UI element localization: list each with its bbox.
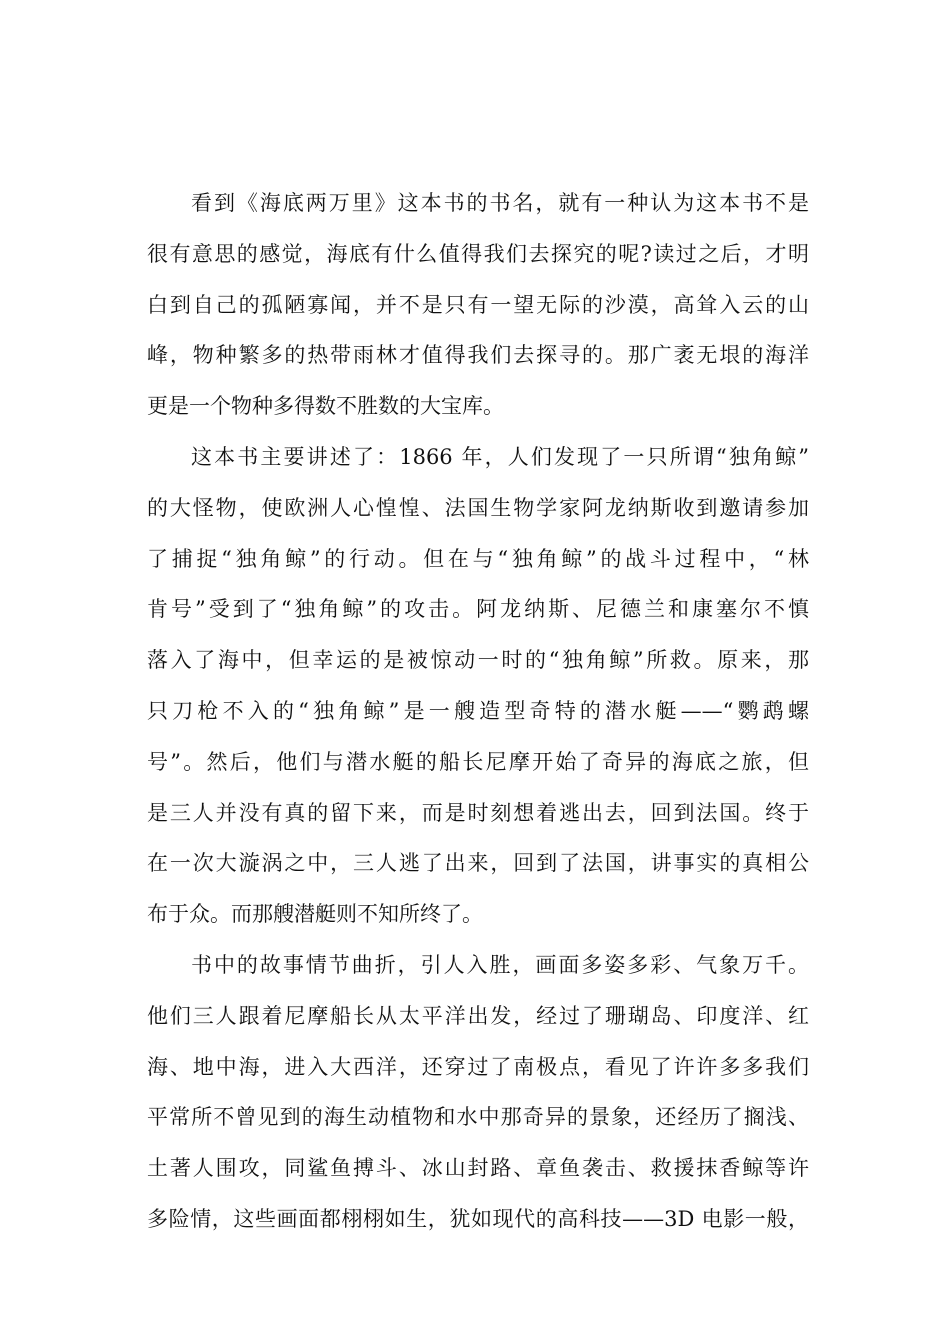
text-line: 只刀枪不入的“独角鲸”是一艘造型奇特的潜水艇——“鹦鹉螺 — [147, 698, 809, 723]
paragraph-2 — [147, 432, 809, 940]
text-line: 肯号”受到了“独角鲸”的攻击。阿龙纳斯、尼德兰和康塞尔不慎 — [147, 597, 809, 622]
text-line: 了捕捉“独角鲸”的行动。但在与“独角鲸”的战斗过程中，“林 — [147, 546, 809, 571]
text-line: 更是一个物种多得数不胜数的大宝库。 — [147, 394, 504, 419]
text-line: 平常所不曾见到的海生动植物和水中那奇异的景象，还经历了搁浅、 — [147, 1105, 809, 1130]
document-body — [147, 178, 809, 1245]
paragraph-3 — [147, 940, 809, 1245]
text-line: 布于众。而那艘潜艇则不知所终了。 — [147, 902, 483, 927]
text-line: 他们三人跟着尼摩船长从太平洋出发，经过了珊瑚岛、印度洋、红 — [147, 1003, 809, 1028]
text-line: 落入了海中，但幸运的是被惊动一时的“独角鲸”所救。原来，那 — [147, 648, 809, 673]
text-line: 的大怪物，使欧洲人心惶惶、法国生物学家阿龙纳斯收到邀请参加 — [147, 495, 809, 520]
text-line: 在一次大漩涡之中，三人逃了出来，回到了法国，讲事实的真相公 — [147, 851, 809, 876]
text-line: 峰，物种繁多的热带雨林才值得我们去探寻的。那广袤无垠的海洋 — [147, 343, 809, 368]
text-line: 很有意思的感觉，海底有什么值得我们去探究的呢?读过之后，才明 — [147, 241, 809, 266]
text-line: 土著人围攻，同鲨鱼搏斗、冰山封路、章鱼袭击、救援抹香鲸等许 — [147, 1156, 809, 1181]
text-line: 书中的故事情节曲折，引人入胜，画面多姿多彩、气象万千。 — [191, 952, 809, 977]
text-line: 这本书主要讲述了：1866 年，人们发现了一只所谓“独角鲸” — [191, 444, 809, 469]
text-line: 看到《海底两万里》这本书的书名，就有一种认为这本书不是 — [191, 191, 809, 215]
text-line: 是三人并没有真的留下来，而是时刻想着逃出去，回到法国。终于 — [147, 800, 809, 825]
text-line: 白到自己的孤陋寡闻，并不是只有一望无际的沙漠，高耸入云的山 — [147, 292, 809, 317]
paragraph-1 — [147, 178, 809, 432]
text-line: 号”。然后，他们与潜水艇的船长尼摩开始了奇异的海底之旅，但 — [147, 749, 809, 774]
text-line: 海、地中海，进入大西洋，还穿过了南极点，看见了许许多多我们 — [147, 1054, 809, 1079]
text-line: 多险情，这些画面都栩栩如生，犹如现代的高科技——3D 电影一般， — [147, 1206, 809, 1231]
